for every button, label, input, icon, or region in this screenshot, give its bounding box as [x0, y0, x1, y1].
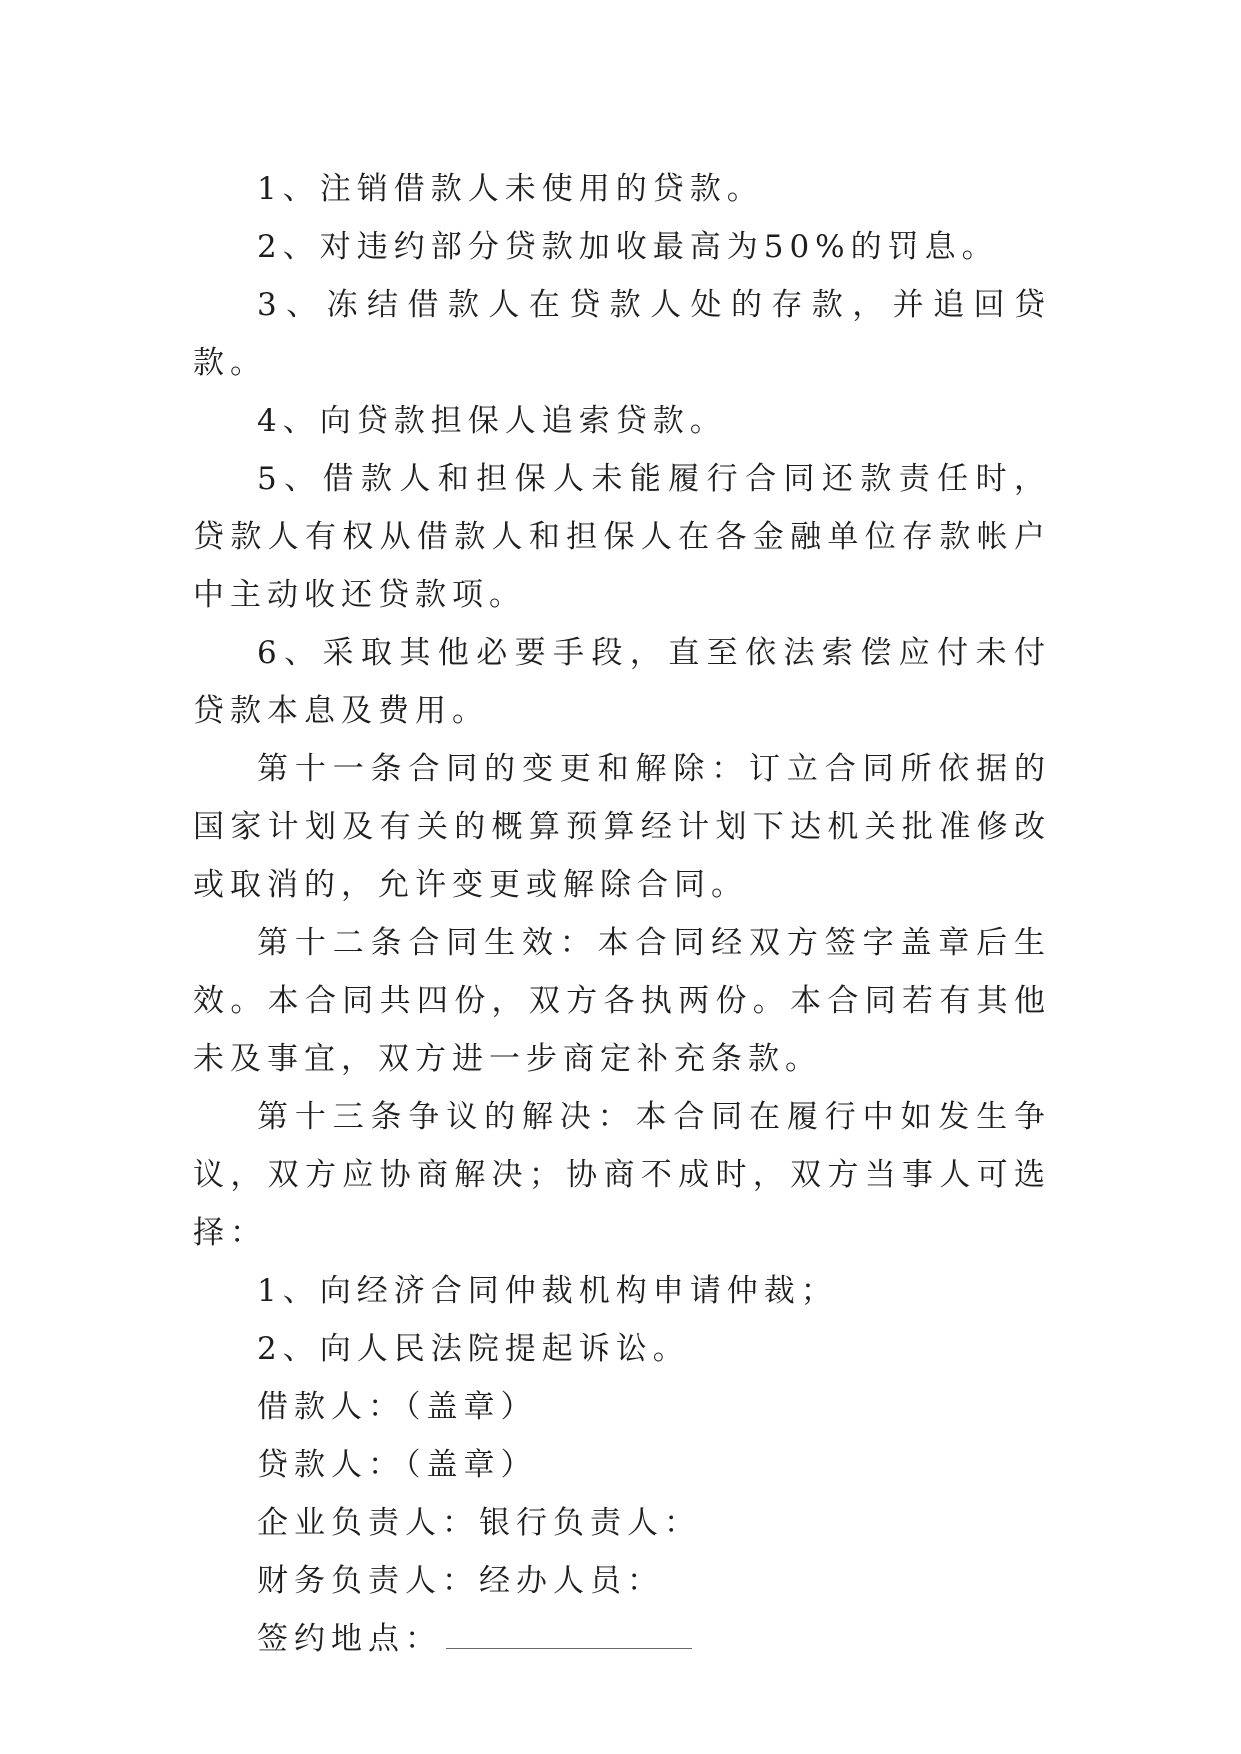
signing-place: [193, 1610, 1051, 1668]
signature-finance: 财务负责人：经办人员：: [257, 1563, 664, 1599]
clause-item-3: 3、冻结借款人在贷款人处的存款，并追回贷款。: [193, 287, 1051, 381]
signing-place-label: 签约地点：: [257, 1621, 442, 1657]
article-13: 第十三条争议的解决：本合同在履行中如发生争议，双方应协商解决；协商不成时，双方当事人可选择：: [193, 1099, 1051, 1251]
clause-item-6: 6、采取其他必要手段，直至依法索偿应付未付贷款本息及费用。: [193, 635, 1051, 729]
dispute-option-2: 2、向人民法院提起诉讼。: [257, 1331, 690, 1367]
article-11: 第十一条合同的变更和解除：订立合同所依据的国家计划及有关的概算预算经计划下达机关批准修改或取消的，允许变更或解除合同。: [193, 751, 1051, 903]
dispute-option-1: 1、向经济合同仲裁机构申请仲裁；: [257, 1273, 838, 1309]
signature-borrower: 借款人：（盖章）: [257, 1389, 538, 1425]
clause-item-4: 4、向贷款担保人追索贷款。: [257, 403, 727, 439]
clause-item-2: 2、对违约部分贷款加收最高为50%的罚息。: [257, 229, 999, 265]
signature-managers: 企业负责人：银行负责人：: [257, 1505, 701, 1541]
clause-item-5: 5、借款人和担保人未能履行合同还款责任时，贷款人有权从借款人和担保人在各金融单位存款帐户中主动收还贷款项。: [193, 461, 1051, 613]
article-12: 第十二条合同生效：本合同经双方签字盖章后生效。本合同共四份，双方各执两份。本合同若有其他未及事宜，双方进一步商定补充条款。: [193, 925, 1051, 1077]
signing-place-blank-line: [446, 1614, 692, 1649]
clause-item-1: 1、注销借款人未使用的贷款。: [257, 171, 764, 207]
document-body: [193, 160, 1051, 1668]
signature-lender: 贷款人：（盖章）: [257, 1447, 538, 1483]
